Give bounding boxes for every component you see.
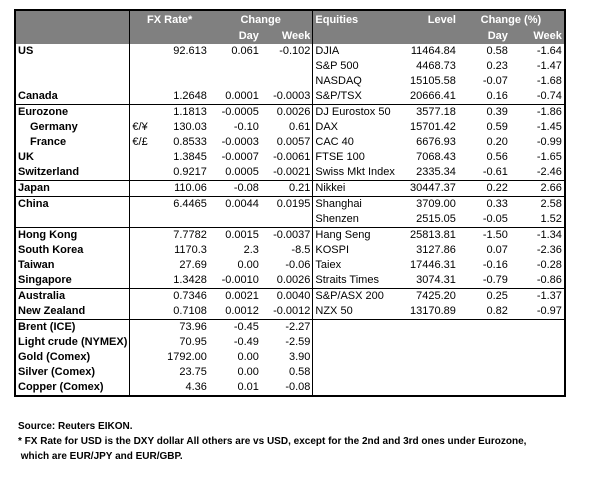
equity-change-day — [458, 335, 510, 350]
equity-change-day: -0.16 — [482, 259, 508, 271]
equity-index: DAX — [315, 121, 339, 133]
table-row — [16, 135, 564, 150]
table-row — [16, 212, 564, 228]
equity-change-day: -1.50 — [458, 228, 510, 244]
equity-index: Shenzen — [315, 213, 359, 225]
row-name: Australia — [16, 289, 130, 305]
equity-level: 7425.20 — [403, 289, 458, 305]
table-row — [16, 44, 564, 59]
row-name — [16, 74, 130, 89]
fx-change-day: 0.01 — [237, 381, 259, 393]
equity-index: NASDAQ — [315, 75, 362, 87]
equity-index — [313, 335, 403, 350]
equity-change-week: -1.47 — [536, 60, 562, 72]
fx-change-day: 0.0005 — [225, 166, 259, 178]
header-row-2 — [16, 28, 564, 44]
equity-index: S&P 500 — [315, 60, 359, 72]
equity-change-week — [510, 350, 564, 365]
equity-change-week: -2.46 — [536, 166, 562, 178]
fx-footnote-line-2: which are EUR/JPY and EUR/GBP. — [18, 451, 183, 462]
fx-change-day: 0.061 — [231, 45, 259, 57]
equity-index — [313, 380, 403, 395]
currency-pair — [130, 150, 163, 165]
header-week: Week — [261, 28, 313, 44]
equity-level: 15701.42 — [410, 121, 456, 133]
row-name: Gold (Comex) — [16, 350, 130, 365]
currency-pair — [130, 380, 163, 395]
equity-change-day: 0.25 — [458, 289, 510, 305]
equity-index: Straits Times — [315, 274, 379, 286]
fx-rate: 1792.00 — [167, 351, 207, 363]
row-name: UK — [16, 150, 130, 165]
fx-change-day: 0.0015 — [209, 228, 261, 244]
fx-change-day — [209, 74, 261, 89]
equity-change-week: -0.99 — [536, 136, 562, 148]
fx-rate: 0.9217 — [173, 166, 207, 178]
fx-change-day: -0.49 — [233, 336, 259, 348]
source-note: Source: Reuters EIKON. — [18, 421, 133, 432]
fx-change-week: -0.102 — [261, 44, 313, 59]
equity-level: 3577.18 — [403, 105, 458, 121]
equity-index: Shanghai — [313, 197, 403, 213]
currency-pair — [130, 365, 163, 380]
fx-change-week: 0.0026 — [261, 273, 313, 289]
equity-level: 30447.37 — [403, 181, 458, 197]
fx-change-week — [261, 74, 313, 89]
equity-change-week: -1.64 — [536, 45, 562, 57]
fx-change-day: -0.0007 — [221, 151, 259, 163]
fx-rate: 4.36 — [185, 381, 207, 393]
equity-change-day: 0.07 — [486, 244, 508, 256]
header-blank — [16, 11, 130, 28]
fx-change-week — [261, 59, 313, 74]
currency-pair — [130, 243, 163, 258]
equity-level: 11464.84 — [410, 45, 456, 57]
row-name — [16, 212, 130, 228]
currency-pair — [130, 273, 163, 289]
fx-change-day — [209, 59, 261, 74]
header-day: Day — [209, 28, 261, 44]
equity-level: 17446.31 — [410, 259, 456, 271]
fx-change-week: -2.27 — [261, 320, 313, 336]
equity-index: DJIA — [315, 45, 340, 57]
currency-pair — [130, 335, 163, 350]
fx-change-week: 0.0026 — [261, 105, 313, 121]
equity-change-week — [510, 380, 564, 395]
equity-index: Nikkei — [313, 181, 403, 197]
row-name: US — [16, 44, 130, 59]
equity-change-week: -1.68 — [536, 75, 562, 87]
fx-change-week: -0.0003 — [261, 89, 313, 105]
fx-change-day: -0.0005 — [209, 105, 261, 121]
fx-change-week: -8.5 — [261, 243, 313, 258]
equity-level: 13170.89 — [410, 305, 456, 317]
table-row — [16, 365, 564, 380]
fx-change-week: -2.59 — [261, 335, 313, 350]
row-name: Light crude (NYMEX) — [16, 335, 130, 350]
equity-change-day — [458, 380, 510, 395]
fx-change-day: 0.00 — [237, 366, 259, 378]
table-row — [16, 74, 564, 89]
equity-level: 3074.31 — [416, 274, 456, 286]
fx-change-day: -0.0003 — [221, 136, 259, 148]
fx-rate — [163, 59, 209, 74]
equity-level: 15105.58 — [410, 75, 456, 87]
equity-change-week: 2.66 — [510, 181, 564, 197]
equity-change-week: -1.65 — [536, 151, 562, 163]
currency-pair — [130, 212, 163, 228]
equity-change-day: 0.22 — [458, 181, 510, 197]
currency-pair — [130, 89, 163, 105]
equity-change-day: 0.33 — [458, 197, 510, 213]
equity-index — [313, 365, 403, 380]
fx-change-week: -0.0021 — [261, 165, 313, 181]
equity-level: 3127.86 — [416, 244, 456, 256]
currency-pair — [130, 304, 163, 320]
row-name: Germany — [16, 120, 130, 135]
row-name: Eurozone — [16, 105, 130, 121]
equity-level: 25813.81 — [403, 228, 458, 244]
fx-change-day: 0.00 — [237, 351, 259, 363]
row-name — [16, 59, 130, 74]
equity-level — [403, 335, 458, 350]
fx-rate: 1.3845 — [173, 151, 207, 163]
table-row — [16, 105, 564, 121]
equity-change-day: -0.05 — [482, 213, 508, 225]
fx-rate: 130.03 — [173, 121, 207, 133]
fx-rate: 1170.3 — [174, 244, 207, 256]
fx-rate: 7.7782 — [163, 228, 209, 244]
fx-change-week: 0.21 — [261, 181, 313, 197]
row-name: China — [16, 197, 130, 213]
equity-level — [403, 380, 458, 395]
header-level: Level — [403, 11, 458, 28]
fx-footnote-line-1: * FX Rate for USD is the DXY dollar All others are vs USD, except for the 2nd and 3rd ones under Eurozone, — [18, 436, 527, 447]
row-name: New Zealand — [16, 304, 130, 320]
table-row — [16, 165, 564, 181]
currency-pair — [130, 320, 163, 336]
header-change: Change — [209, 11, 313, 28]
equity-change-week: -0.97 — [536, 305, 562, 317]
fx-rate — [163, 212, 209, 228]
currency-pair — [130, 197, 163, 213]
equity-change-day: 0.20 — [486, 136, 508, 148]
equity-index: NZX 50 — [315, 305, 353, 317]
equity-change-day: 0.82 — [486, 305, 508, 317]
equity-change-week: -1.37 — [510, 289, 564, 305]
equity-level: 2335.34 — [416, 166, 456, 178]
fx-change-week: 0.61 — [261, 120, 313, 135]
fx-rate: 1.3428 — [173, 274, 207, 286]
equity-change-week: -2.36 — [536, 244, 562, 256]
equity-index — [313, 350, 403, 365]
fx-change-week: -0.08 — [261, 380, 313, 395]
currency-pair — [130, 228, 163, 244]
equity-change-week — [510, 320, 564, 336]
currency-pair — [130, 59, 163, 74]
table-row — [16, 289, 564, 305]
fx-change-day: 0.0044 — [209, 197, 261, 213]
fx-rate: 92.613 — [173, 45, 207, 57]
fx-change-week: -0.0037 — [261, 228, 313, 244]
table-row — [16, 380, 564, 395]
equity-level — [403, 320, 458, 336]
equity-change-day: -0.07 — [482, 75, 508, 87]
fx-change-day: 0.0001 — [225, 90, 259, 102]
header-change-pct: Change (%) — [458, 11, 564, 28]
row-name: Switzerland — [16, 165, 130, 181]
row-name: Taiwan — [16, 258, 130, 273]
equity-change-week — [510, 335, 564, 350]
table-row — [16, 150, 564, 165]
row-name: Hong Kong — [16, 228, 130, 244]
equity-change-week: -1.34 — [510, 228, 564, 244]
fx-change-day: 0.0012 — [225, 305, 259, 317]
header-row-1 — [16, 11, 564, 28]
row-name: Silver (Comex) — [16, 365, 130, 380]
table-row — [16, 304, 564, 320]
currency-pair — [130, 165, 163, 181]
table-row — [16, 350, 564, 365]
table-row — [16, 273, 564, 289]
fx-change-week: -0.0012 — [261, 304, 313, 320]
row-name: South Korea — [16, 243, 130, 258]
equity-index: S&P/TSX — [315, 90, 362, 102]
equity-level — [403, 365, 458, 380]
header-fx-rate: FX Rate* — [130, 11, 209, 28]
table-row — [16, 181, 564, 197]
table-row — [16, 89, 564, 105]
currency-pair — [130, 74, 163, 89]
equity-change-week: -1.45 — [536, 121, 562, 133]
market-summary-table — [14, 9, 566, 397]
fx-change-day: -0.08 — [209, 181, 261, 197]
fx-change-week: 0.0040 — [261, 289, 313, 305]
currency-pair — [130, 181, 163, 197]
fx-rate: 70.95 — [179, 336, 207, 348]
fx-change-week: 0.0195 — [261, 197, 313, 213]
currency-pair — [130, 44, 163, 59]
currency-pair — [130, 105, 163, 121]
currency-pair — [130, 350, 163, 365]
fx-change-week — [261, 212, 313, 228]
row-name: Canada — [16, 89, 130, 105]
fx-change-day: 0.00 — [237, 259, 259, 271]
fx-change-week: 3.90 — [261, 350, 313, 365]
equity-change-day: -0.79 — [482, 274, 508, 286]
equity-index: Taiex — [315, 259, 342, 271]
table-row — [16, 120, 564, 135]
fx-rate: 110.06 — [163, 181, 209, 197]
currency-pair — [130, 258, 163, 273]
equity-level: 4468.73 — [416, 60, 456, 72]
header-equities: Equities — [313, 11, 403, 28]
fx-rate: 73.96 — [163, 320, 209, 336]
fx-change-day — [209, 212, 261, 228]
fx-change-day: -0.0010 — [221, 274, 259, 286]
equity-level — [403, 350, 458, 365]
equity-index: S&P/ASX 200 — [313, 289, 403, 305]
equity-change-week: -0.86 — [536, 274, 562, 286]
fx-change-week: -0.0061 — [261, 150, 313, 165]
fx-rate: 1.2648 — [173, 90, 207, 102]
fx-rate: 23.75 — [179, 366, 207, 378]
table-row — [16, 320, 564, 336]
equity-change-day — [458, 365, 510, 380]
row-name: France — [16, 135, 130, 150]
table-row — [16, 258, 564, 273]
row-name: Brent (ICE) — [16, 320, 130, 336]
table-row — [16, 228, 564, 244]
fx-change-day: -0.45 — [209, 320, 261, 336]
fx-change-week: -0.06 — [261, 258, 313, 273]
fx-change-day: 2.3 — [243, 244, 259, 256]
equity-change-day: 0.56 — [486, 151, 508, 163]
equity-change-day — [458, 320, 510, 336]
equity-index: Hang Seng — [313, 228, 403, 244]
equity-index — [313, 320, 403, 336]
equity-change-day: 0.23 — [486, 60, 508, 72]
header-eq-week: Week — [510, 28, 564, 44]
fx-change-day: 0.0021 — [209, 289, 261, 305]
equity-level: 3709.00 — [403, 197, 458, 213]
header-eq-day: Day — [458, 28, 510, 44]
currency-pair: €/£ — [132, 136, 148, 148]
fx-change-week: 0.0057 — [261, 135, 313, 150]
equity-change-week: 1.52 — [540, 213, 562, 225]
fx-rate: 0.8533 — [173, 136, 207, 148]
table-row — [16, 59, 564, 74]
row-name: Japan — [16, 181, 130, 197]
equity-change-week: 2.58 — [510, 197, 564, 213]
equity-level: 2515.05 — [416, 213, 456, 225]
equity-change-day: 0.58 — [486, 45, 508, 57]
equity-index: KOSPI — [315, 244, 350, 256]
fx-rate: 6.4465 — [163, 197, 209, 213]
row-name: Singapore — [16, 273, 130, 289]
equity-change-week: -0.74 — [536, 90, 562, 102]
row-name: Copper (Comex) — [16, 380, 130, 395]
table-row — [16, 243, 564, 258]
equity-level: 7068.43 — [416, 151, 456, 163]
footnotes — [18, 419, 526, 464]
equity-change-day: -0.61 — [482, 166, 508, 178]
equity-change-day: 0.16 — [486, 90, 508, 102]
equity-change-week: -1.86 — [510, 105, 564, 121]
equity-level: 20666.41 — [410, 90, 456, 102]
fx-change-day: -0.10 — [233, 121, 259, 133]
equity-change-day: 0.39 — [458, 105, 510, 121]
equity-change-day: 0.59 — [486, 121, 508, 133]
equity-change-week — [510, 365, 564, 380]
equity-index: CAC 40 — [315, 136, 354, 148]
table-row — [16, 197, 564, 213]
currency-pair — [130, 289, 163, 305]
fx-rate: 0.7346 — [163, 289, 209, 305]
fx-rate — [163, 74, 209, 89]
fx-rate: 27.69 — [179, 259, 207, 271]
equity-change-week: -0.28 — [536, 259, 562, 271]
fx-rate: 0.7108 — [173, 305, 207, 317]
equity-index: DJ Eurostox 50 — [313, 105, 403, 121]
equity-change-day — [458, 350, 510, 365]
currency-pair: €/¥ — [132, 121, 148, 133]
table-row — [16, 335, 564, 350]
equity-level: 6676.93 — [416, 136, 456, 148]
equity-index: FTSE 100 — [315, 151, 365, 163]
equity-index: Swiss Mkt Index — [315, 166, 395, 178]
fx-change-week: 0.58 — [261, 365, 313, 380]
fx-rate: 1.1813 — [163, 105, 209, 121]
